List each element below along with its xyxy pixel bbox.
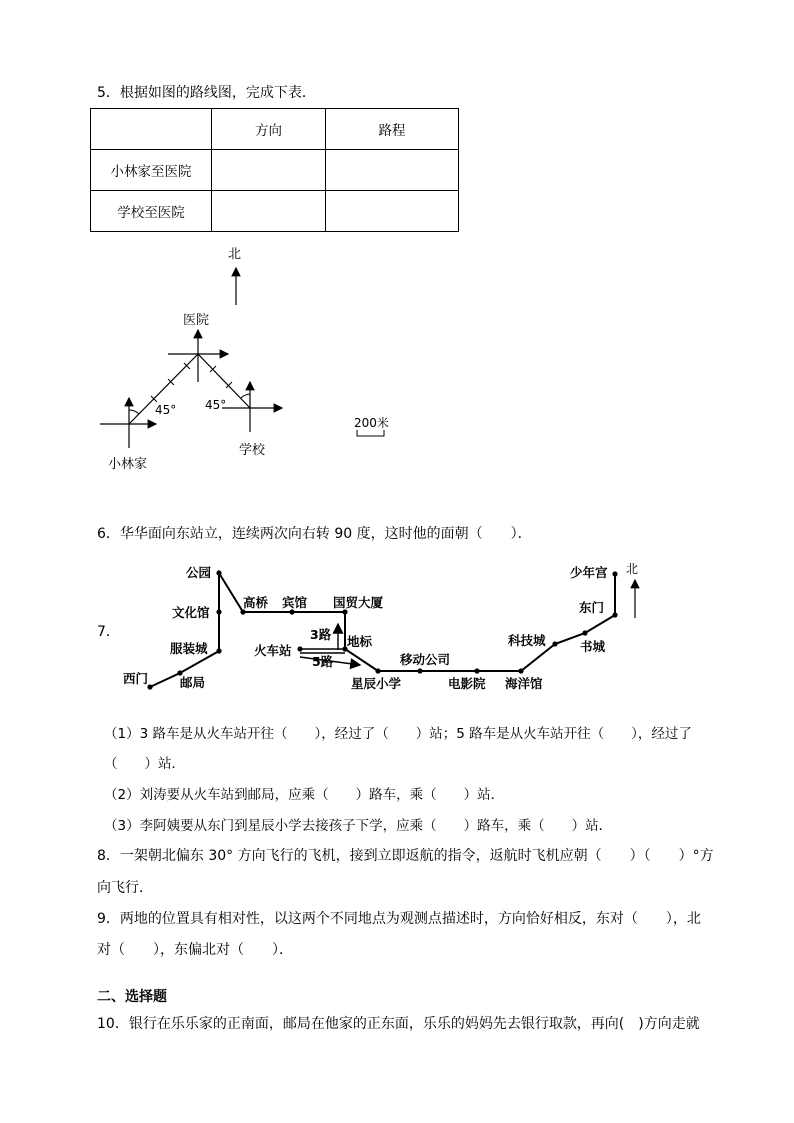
stop-west-gate: 西门: [123, 671, 149, 686]
table-cell: 学校至医院: [91, 191, 212, 232]
stop-trade: 国贸大厦: [333, 595, 384, 610]
home-label: 小林家: [108, 457, 148, 472]
q9-line2: 对（ ），东偏北对（ ）．: [97, 942, 293, 958]
q10-text: 10．银行在乐乐家的正南面，邮局在他家的正东面，乐乐的妈妈先去银行取款，再向( )方向走就: [97, 1016, 700, 1032]
scale-label: 200米: [354, 416, 389, 430]
route-line: [150, 573, 615, 687]
stop-viaduct: 高桥: [243, 595, 269, 610]
bus-route-map: [0, 540, 794, 710]
north-label: 北: [228, 247, 242, 262]
route3-label: 3路: [310, 627, 332, 642]
q6-text: 6．华华面向东站立，连续两次向右转 90 度，这时他的面朝（ ）．: [97, 526, 532, 542]
q5-title: 5．根据如图的路线图，完成下表．: [97, 85, 316, 101]
q7-sub1-line1: （1）3 路车是从火车站开往（ ），经过了（ ）站；5 路车是从火车站开往（ ），经过了: [104, 726, 692, 742]
stop-tech: 科技城: [508, 633, 546, 648]
stop-east-gate: 东门: [579, 600, 605, 615]
stop-park: 公园: [186, 565, 212, 580]
stop-hotel: 宾馆: [282, 595, 308, 610]
route-diagram: [0, 0, 794, 500]
angle-right-label: 45°: [205, 398, 227, 412]
stop-landmark: 地标: [347, 634, 373, 649]
stop-ocean: 海洋馆: [505, 676, 543, 691]
map-north-label: 北: [626, 562, 639, 576]
section-heading: 二、选择题: [97, 989, 167, 1005]
hospital-label: 医院: [183, 313, 210, 328]
school-label: 学校: [239, 443, 266, 458]
table-header-cell: 路程: [326, 109, 459, 150]
angle-left-label: 45°: [155, 403, 177, 417]
q7-number: 7．: [97, 624, 120, 640]
table-header-cell: 方向: [212, 109, 326, 150]
stop-clothing: 服装城: [170, 641, 208, 656]
q9-line1: 9．两地的位置具有相对性，以这两个不同地点为观测点描述时，方向恰好相反，东对（ ），北: [97, 911, 701, 927]
stop-books: 书城: [580, 639, 606, 654]
table-cell: 小林家至医院: [91, 150, 212, 191]
stop-culture: 文化馆: [172, 605, 210, 620]
route5-label: 5路: [312, 654, 334, 669]
q7-sub2: （2）刘涛要从火车站到邮局，应乘（ ）路车，乘（ ）站．: [104, 787, 505, 803]
stop-mobile: 移动公司: [400, 652, 451, 667]
scale-bar: [357, 430, 384, 436]
q8-line1: 8．一架朝北偏东 30° 方向飞行的飞机，接到立即返航的指令，返航时飞机应朝（ ）（ ）°方: [97, 848, 714, 864]
stop-primary: 星辰小学: [351, 676, 402, 691]
q7-sub3: （3）李阿姨要从东门到星辰小学去接孩子下学，应乘（ ）路车，乘（ ）站．: [104, 818, 613, 834]
stop-post: 邮局: [180, 675, 206, 690]
stop-train: 火车站: [254, 643, 292, 658]
q7-sub1-line2: （ ）站．: [104, 756, 185, 772]
stop-cinema: 电影院: [448, 676, 486, 691]
q8-line2: 向飞行．: [97, 880, 153, 896]
stop-youth: 少年宫: [570, 565, 608, 580]
